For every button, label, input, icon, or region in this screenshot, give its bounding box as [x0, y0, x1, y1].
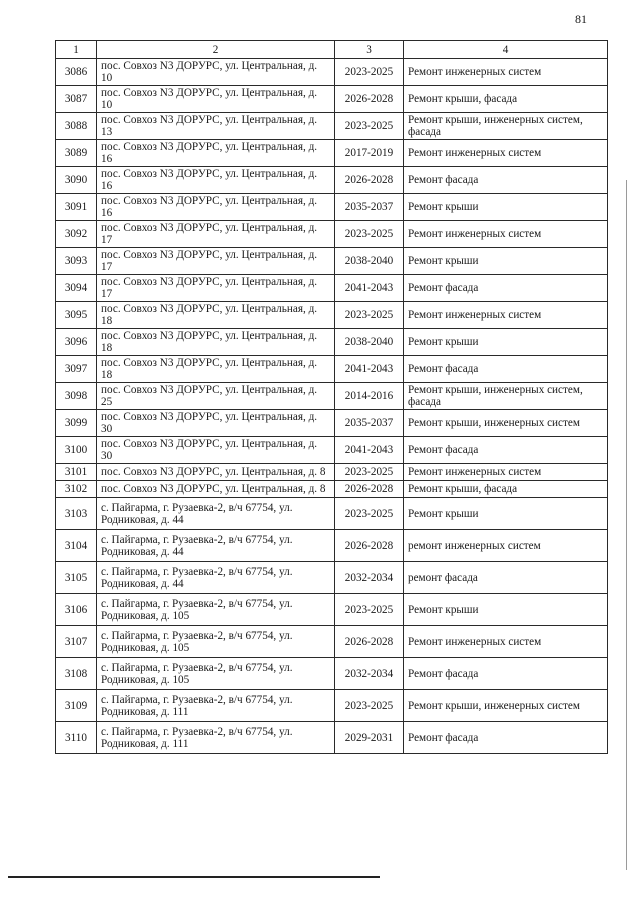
table-row: [56, 167, 608, 194]
row-years: 2041-2043: [335, 356, 404, 383]
row-work: Ремонт крыши: [404, 594, 608, 626]
row-work: Ремонт фасада: [404, 722, 608, 754]
row-number: 3097: [56, 356, 97, 383]
row-address: с. Пайгарма, г. Рузаевка-2, в/ч 67754, ул. Родниковая, д. 105: [97, 626, 335, 658]
row-work: Ремонт крыши, инженерных систем, фасада: [404, 383, 608, 410]
row-address: пос. Совхоз N3 ДОРУРС, ул. Центральная, д. 13: [97, 113, 335, 140]
row-work: Ремонт инженерных систем: [404, 140, 608, 167]
row-work: Ремонт крыши, инженерных систем: [404, 690, 608, 722]
row-address: с. Пайгарма, г. Рузаевка-2, в/ч 67754, ул. Родниковая, д. 105: [97, 658, 335, 690]
row-work: Ремонт инженерных систем: [404, 626, 608, 658]
row-work: Ремонт крыши, инженерных систем: [404, 410, 608, 437]
row-work: Ремонт крыши: [404, 329, 608, 356]
row-address: пос. Совхоз N3 ДОРУРС, ул. Центральная, д. 8: [97, 464, 335, 481]
row-number: 3099: [56, 410, 97, 437]
row-work: Ремонт инженерных систем: [404, 464, 608, 481]
row-years: 2035-2037: [335, 194, 404, 221]
row-number: 3089: [56, 140, 97, 167]
row-number: 3095: [56, 302, 97, 329]
row-number: 3094: [56, 275, 97, 302]
row-address: пос. Совхоз N3 ДОРУРС, ул. Центральная, д. 10: [97, 86, 335, 113]
header-col-4: 4: [404, 41, 608, 59]
row-number: 3100: [56, 437, 97, 464]
row-number: 3103: [56, 498, 97, 530]
row-work: Ремонт фасада: [404, 356, 608, 383]
table-row: [56, 140, 608, 167]
row-address: пос. Совхоз N3 ДОРУРС, ул. Центральная, д. 8: [97, 481, 335, 498]
row-work: Ремонт фасада: [404, 437, 608, 464]
table-row: [56, 464, 608, 481]
table-row: [56, 626, 608, 658]
row-address: пос. Совхоз N3 ДОРУРС, ул. Центральная, д. 17: [97, 221, 335, 248]
row-years: 2023-2025: [335, 113, 404, 140]
row-address: с. Пайгарма, г. Рузаевка-2, в/ч 67754, ул. Родниковая, д. 111: [97, 690, 335, 722]
row-years: 2026-2028: [335, 530, 404, 562]
row-address: с. Пайгарма, г. Рузаевка-2, в/ч 67754, ул. Родниковая, д. 44: [97, 562, 335, 594]
table-row: [56, 221, 608, 248]
table-row: [56, 410, 608, 437]
row-address: с. Пайгарма, г. Рузаевка-2, в/ч 67754, ул. Родниковая, д. 105: [97, 594, 335, 626]
row-address: пос. Совхоз N3 ДОРУРС, ул. Центральная, д. 16: [97, 140, 335, 167]
row-work: Ремонт фасада: [404, 275, 608, 302]
table-row: [56, 59, 608, 86]
row-address: пос. Совхоз N3 ДОРУРС, ул. Центральная, д. 30: [97, 410, 335, 437]
table-row: [56, 113, 608, 140]
table-row: [56, 530, 608, 562]
row-number: 3107: [56, 626, 97, 658]
row-years: 2023-2025: [335, 594, 404, 626]
row-number: 3087: [56, 86, 97, 113]
row-years: 2026-2028: [335, 86, 404, 113]
row-number: 3105: [56, 562, 97, 594]
repair-schedule-table: [55, 40, 608, 754]
row-address: с. Пайгарма, г. Рузаевка-2, в/ч 67754, ул. Родниковая, д. 44: [97, 498, 335, 530]
row-years: 2029-2031: [335, 722, 404, 754]
table-row: [56, 481, 608, 498]
page-number: 81: [575, 12, 587, 26]
row-work: Ремонт крыши: [404, 194, 608, 221]
row-address: пос. Совхоз N3 ДОРУРС, ул. Центральная, д. 16: [97, 167, 335, 194]
table-row: [56, 437, 608, 464]
table-row: [56, 722, 608, 754]
table-row: [56, 562, 608, 594]
row-work: Ремонт фасада: [404, 167, 608, 194]
header-row: [56, 41, 608, 59]
row-years: 2026-2028: [335, 626, 404, 658]
row-work: ремонт инженерных систем: [404, 530, 608, 562]
row-address: пос. Совхоз N3 ДОРУРС, ул. Центральная, д. 30: [97, 437, 335, 464]
header-col-2: 2: [97, 41, 335, 59]
row-years: 2017-2019: [335, 140, 404, 167]
row-address: пос. Совхоз N3 ДОРУРС, ул. Центральная, д. 16: [97, 194, 335, 221]
row-number: 3092: [56, 221, 97, 248]
row-address: пос. Совхоз N3 ДОРУРС, ул. Центральная, д. 25: [97, 383, 335, 410]
row-number: 3104: [56, 530, 97, 562]
row-address: с. Пайгарма, г. Рузаевка-2, в/ч 67754, ул. Родниковая, д. 44: [97, 530, 335, 562]
table-row: [56, 658, 608, 690]
row-address: пос. Совхоз N3 ДОРУРС, ул. Центральная, д. 17: [97, 275, 335, 302]
row-number: 3108: [56, 658, 97, 690]
row-years: 2041-2043: [335, 275, 404, 302]
row-years: 2014-2016: [335, 383, 404, 410]
row-years: 2023-2025: [335, 464, 404, 481]
row-work: Ремонт инженерных систем: [404, 59, 608, 86]
row-address: пос. Совхоз N3 ДОРУРС, ул. Центральная, д. 18: [97, 302, 335, 329]
row-number: 3091: [56, 194, 97, 221]
table-row: [56, 329, 608, 356]
table-row: [56, 498, 608, 530]
table-row: [56, 248, 608, 275]
row-address: пос. Совхоз N3 ДОРУРС, ул. Центральная, д. 18: [97, 356, 335, 383]
row-number: 3098: [56, 383, 97, 410]
row-address: пос. Совхоз N3 ДОРУРС, ул. Центральная, д. 17: [97, 248, 335, 275]
table-row: [56, 594, 608, 626]
row-work: Ремонт крыши, фасада: [404, 86, 608, 113]
row-years: 2041-2043: [335, 437, 404, 464]
row-work: Ремонт фасада: [404, 658, 608, 690]
table-row: [56, 86, 608, 113]
row-number: 3106: [56, 594, 97, 626]
table-row: [56, 383, 608, 410]
row-work: Ремонт крыши: [404, 498, 608, 530]
row-years: 2023-2025: [335, 221, 404, 248]
row-years: 2023-2025: [335, 498, 404, 530]
row-years: 2032-2034: [335, 658, 404, 690]
row-work: Ремонт крыши, инженерных систем, фасада: [404, 113, 608, 140]
row-years: 2023-2025: [335, 690, 404, 722]
row-years: 2038-2040: [335, 329, 404, 356]
row-number: 3090: [56, 167, 97, 194]
row-work: Ремонт крыши, фасада: [404, 481, 608, 498]
row-years: 2032-2034: [335, 562, 404, 594]
row-number: 3093: [56, 248, 97, 275]
header-col-3: 3: [335, 41, 404, 59]
row-years: 2035-2037: [335, 410, 404, 437]
row-number: 3102: [56, 481, 97, 498]
row-work: ремонт фасада: [404, 562, 608, 594]
row-number: 3109: [56, 690, 97, 722]
row-work: Ремонт крыши: [404, 248, 608, 275]
table-row: [56, 275, 608, 302]
row-number: 3110: [56, 722, 97, 754]
row-years: 2023-2025: [335, 59, 404, 86]
row-number: 3101: [56, 464, 97, 481]
table-row: [56, 356, 608, 383]
row-years: 2038-2040: [335, 248, 404, 275]
row-years: 2026-2028: [335, 481, 404, 498]
row-years: 2026-2028: [335, 167, 404, 194]
row-number: 3096: [56, 329, 97, 356]
row-number: 3086: [56, 59, 97, 86]
bottom-divider: [8, 876, 380, 878]
row-address: пос. Совхоз N3 ДОРУРС, ул. Центральная, д. 18: [97, 329, 335, 356]
row-address: с. Пайгарма, г. Рузаевка-2, в/ч 67754, ул. Родниковая, д. 111: [97, 722, 335, 754]
row-address: пос. Совхоз N3 ДОРУРС, ул. Центральная, д. 10: [97, 59, 335, 86]
scan-edge-line: [626, 180, 627, 870]
row-years: 2023-2025: [335, 302, 404, 329]
row-number: 3088: [56, 113, 97, 140]
table-row: [56, 194, 608, 221]
row-work: Ремонт инженерных систем: [404, 221, 608, 248]
row-work: Ремонт инженерных систем: [404, 302, 608, 329]
table-row: [56, 302, 608, 329]
header-col-1: 1: [56, 41, 97, 59]
table-row: [56, 690, 608, 722]
